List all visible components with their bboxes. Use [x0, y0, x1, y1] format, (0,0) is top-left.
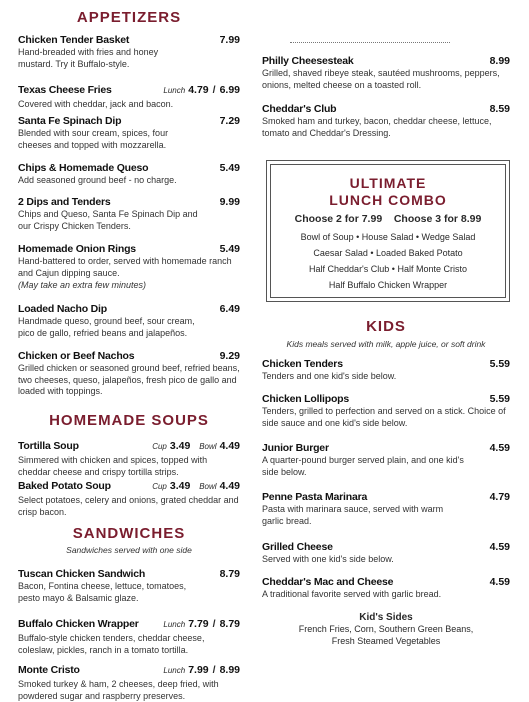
price-label: Lunch [163, 620, 186, 629]
item-price: 9.99 [219, 196, 240, 208]
item-price: 5.49 [219, 243, 240, 255]
item-desc: Blended with sour cream, spices, four cheeses and topped with mozzarella. [18, 128, 169, 150]
sandwiches-heading: SANDWICHES [72, 525, 186, 542]
item-desc: Simmered with chicken and spices, topped with cheddar cheese and crispy tortilla strips. [18, 455, 208, 477]
item-desc: Hand-battered to order, served with homemade ranch and Cajun dipping sauce. [18, 256, 232, 278]
kids-sides-line: Fresh Steamed Vegetables [331, 636, 441, 646]
item-price: 5.59 [489, 393, 510, 405]
item-name: Chicken Tender Basket [18, 34, 130, 46]
item-desc: Grilled, shaved ribeye steak, sautéed mushrooms, peppers, onions, melted cheese on a toasted roll. [262, 68, 500, 90]
lunch-combo-box [266, 160, 510, 302]
menu-item [18, 243, 240, 292]
item-price: 5.59 [489, 358, 510, 370]
price-label: Lunch [163, 86, 186, 95]
menu-item [262, 442, 510, 478]
kids-sides [262, 612, 510, 647]
item-name: Chicken Tenders [262, 358, 343, 370]
item-price: 4.79 [489, 491, 510, 503]
item-name: Chips & Homemade Queso [18, 162, 149, 174]
item-price: 6.49 [219, 303, 240, 315]
item-price-2: 6.99 [219, 84, 240, 96]
item-price: 5.49 [219, 162, 240, 174]
item-price: 4.59 [489, 442, 510, 454]
item-price: 4.59 [489, 576, 510, 588]
combo-option-line: Half Buffalo Chicken Wrapper [328, 280, 448, 290]
combo-choose-3: Choose 3 for 8.99 [393, 213, 482, 225]
item-name: Chicken or Beef Nachos [18, 350, 135, 362]
item-price: 4.59 [489, 541, 510, 553]
combo-choices [271, 213, 505, 225]
item-name: Chicken Lollipops [262, 393, 350, 405]
item-name: Tortilla Soup [18, 440, 79, 452]
cutoff-text-fragment [275, 40, 505, 45]
item-desc: Covered with cheddar, jack and bacon. [18, 99, 174, 109]
item-name: Loaded Nacho Dip [18, 303, 107, 315]
item-desc: Smoked ham and turkey, bacon, cheddar cheese, lettuce, tomato and Cheddar's Dressing. [262, 116, 492, 138]
menu-item [262, 541, 510, 566]
item-name: Junior Burger [262, 442, 329, 454]
item-price: 8.79 [219, 568, 240, 580]
menu-item [262, 55, 510, 91]
kids-subtitle: Kids meals served with milk, apple juice, or soft drink [286, 339, 486, 349]
cup-price: 3.49 [169, 440, 191, 452]
menu-item [18, 115, 240, 151]
item-desc: Chips and Queso, Santa Fe Spinach Dip and our Crispy Chicken Tenders. [18, 209, 198, 231]
menu-item [18, 476, 240, 518]
item-name: 2 Dips and Tenders [18, 196, 111, 208]
item-desc: Select potatoes, celery and onions, grated cheddar and crisp bacon. [18, 495, 239, 517]
item-desc: Tenders and one kid's side below. [262, 371, 397, 381]
menu-item [18, 162, 240, 187]
item-desc: Tenders, grilled to perfection and served on a stick. Choice of side sauce and one kid's side below. [262, 406, 506, 428]
item-name: Cheddar's Club [262, 103, 337, 115]
item-price: 4.79 [188, 84, 209, 96]
menu-item [262, 103, 510, 139]
menu-item [262, 393, 510, 429]
menu-item [18, 660, 240, 702]
price-divider: / [212, 618, 216, 630]
appetizers-heading: APPETIZERS [76, 9, 182, 26]
lunch-combo-inner-border [270, 164, 506, 298]
bowl-label: Bowl [199, 442, 217, 451]
price-divider: / [212, 84, 216, 96]
kids-sides-line: French Fries, Corn, Southern Green Beans, [298, 624, 474, 634]
item-name: Santa Fe Spinach Dip [18, 115, 122, 127]
sandwiches-subtitle: Sandwiches served with one side [66, 545, 192, 555]
cup-label: Cup [152, 482, 167, 491]
menu-item [18, 80, 240, 111]
menu-item [262, 576, 510, 601]
soups-heading: HOMEMADE SOUPS [49, 412, 209, 429]
menu-item [18, 568, 240, 604]
price-label: Lunch [163, 666, 186, 675]
item-name: Baked Potato Soup [18, 480, 111, 492]
menu-item [18, 303, 240, 339]
item-name: Homemade Onion Rings [18, 243, 136, 255]
item-price: 7.99 [188, 664, 209, 676]
item-desc: Pasta with marinara sauce, served with warm garlic bread. [262, 504, 444, 526]
kids-sides-heading: Kid's Sides [359, 612, 413, 623]
item-price: 7.29 [219, 115, 240, 127]
item-name: Texas Cheese Fries [18, 84, 112, 96]
bowl-label: Bowl [199, 482, 217, 491]
item-price: 8.99 [489, 55, 510, 67]
item-desc: Served with one kid's side below. [262, 554, 394, 564]
menu-item [18, 614, 240, 656]
item-desc: A traditional favorite served with garlic bread. [262, 589, 442, 599]
bowl-price: 4.49 [219, 480, 240, 492]
combo-option-line: Caesar Salad • Loaded Baked Potato [313, 248, 463, 258]
item-desc: A quarter-pound burger served plain, and one kid's side below. [262, 455, 464, 477]
item-name: Tuscan Chicken Sandwich [18, 568, 146, 580]
item-price: 8.59 [489, 103, 510, 115]
item-price: 7.99 [219, 34, 240, 46]
menu-item [18, 196, 240, 232]
item-desc: Grilled chicken or seasoned ground beef, refried beans, two cheeses, queso, jalapeños, fresh pico de gallo and loaded with toppings. [18, 363, 240, 396]
item-desc: Handmade queso, ground beef, sour cream, pico de gallo, refried beans and jalapeños. [18, 316, 195, 338]
item-name: Philly Cheesesteak [262, 55, 354, 67]
item-name: Buffalo Chicken Wrapper [18, 618, 139, 630]
cup-price: 3.49 [169, 480, 191, 492]
combo-option-line: Bowl of Soup • House Salad • Wedge Salad [300, 232, 476, 242]
combo-title-line2: LUNCH COMBO [329, 192, 447, 208]
item-desc: Hand-breaded with fries and honey mustard. Try it Buffalo-style. [18, 47, 159, 69]
combo-option-line: Half Cheddar's Club • Half Monte Cristo [309, 264, 467, 274]
item-desc: Smoked turkey & ham, 2 cheeses, deep fried, with powdered sugar and raspberry preserves. [18, 679, 219, 701]
item-desc: Add seasoned ground beef - no charge. [18, 175, 177, 185]
item-price-2: 8.99 [219, 664, 240, 676]
combo-title-line1: ULTIMATE [349, 175, 427, 191]
item-price-2: 8.79 [219, 618, 240, 630]
menu-item [18, 436, 240, 478]
item-name: Penne Pasta Marinara [262, 491, 368, 503]
menu-item [262, 491, 510, 527]
menu-item [18, 350, 240, 398]
item-name: Grilled Cheese [262, 541, 333, 553]
combo-choose-2: Choose 2 for 7.99 [294, 213, 383, 225]
cup-label: Cup [152, 442, 167, 451]
item-note: (May take an extra few minutes) [18, 280, 147, 290]
item-price: 7.79 [188, 618, 209, 630]
item-price: 9.29 [219, 350, 240, 362]
item-name: Cheddar's Mac and Cheese [262, 576, 394, 588]
bowl-price: 4.49 [219, 440, 240, 452]
menu-item [262, 358, 510, 383]
menu-item [18, 34, 240, 70]
item-desc: Bacon, Fontina cheese, lettuce, tomatoes, pesto mayo & Balsamic glaze. [18, 581, 187, 603]
item-desc: Buffalo-style chicken tenders, cheddar cheese, coleslaw, pickles, ranch in a tomato tortilla. [18, 633, 205, 655]
item-name: Monte Cristo [18, 664, 80, 676]
price-divider: / [212, 664, 216, 676]
kids-heading: KIDS [366, 318, 406, 335]
